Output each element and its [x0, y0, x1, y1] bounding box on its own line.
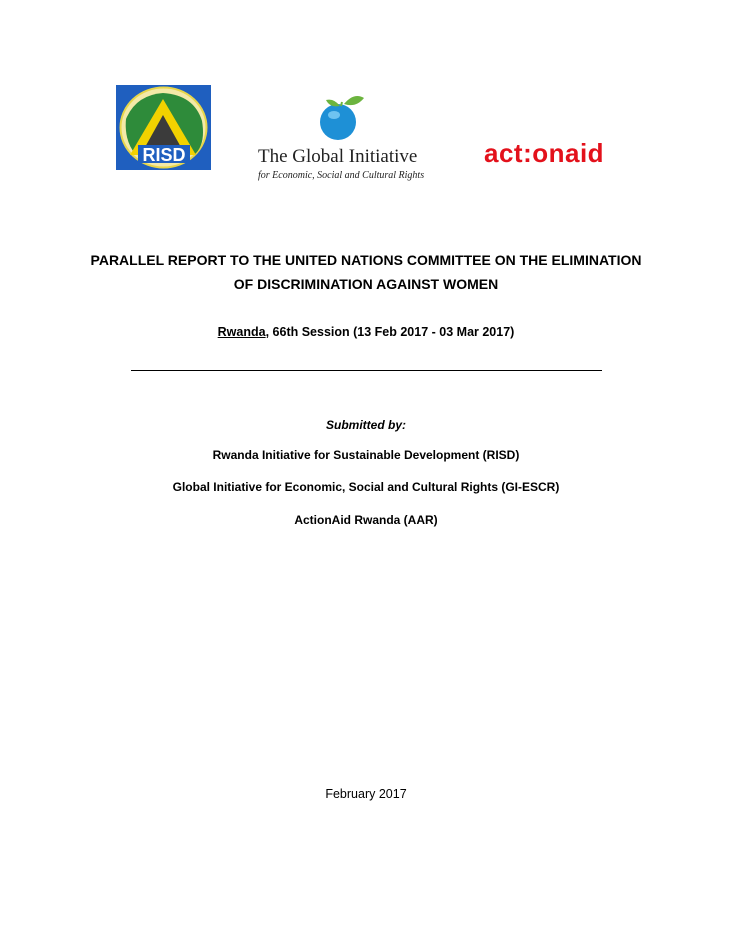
risd-logo-text: RISD — [142, 145, 186, 165]
document-title-line-2: OF DISCRIMINATION AGAINST WOMEN — [233, 276, 499, 292]
document-date: February 2017 — [325, 787, 407, 801]
risd-logo — [116, 85, 211, 170]
submitter-risd: Rwanda Initiative for Sustainable Development (RISD) — [212, 448, 520, 462]
global-initiative-globe-icon — [314, 92, 366, 144]
actionaid-logo-text: act:onaid — [484, 138, 605, 168]
document-title-line-1: PARALLEL REPORT TO THE UNITED NATIONS COMMITTEE ON THE ELIMINATION — [90, 252, 642, 268]
submitter-gi-escr: Global Initiative for Economic, Social and Cultural Rights (GI-ESCR) — [172, 480, 560, 494]
session-country: Rwanda — [217, 325, 266, 339]
session-details: , 66th Session (13 Feb 2017 - 03 Mar 2017) — [265, 325, 515, 339]
horizontal-rule — [131, 370, 602, 371]
actionaid-logo — [484, 138, 644, 168]
submitter-aar: ActionAid Rwanda (AAR) — [294, 513, 438, 527]
global-initiative-name: The Global Initiative — [258, 146, 418, 167]
session-line — [60, 325, 672, 339]
global-initiative-subtitle: for Economic, Social and Cultural Rights — [258, 170, 425, 181]
global-initiative-logo — [258, 92, 425, 187]
document-title — [60, 248, 672, 296]
submitted-by-label: Submitted by: — [326, 418, 406, 432]
